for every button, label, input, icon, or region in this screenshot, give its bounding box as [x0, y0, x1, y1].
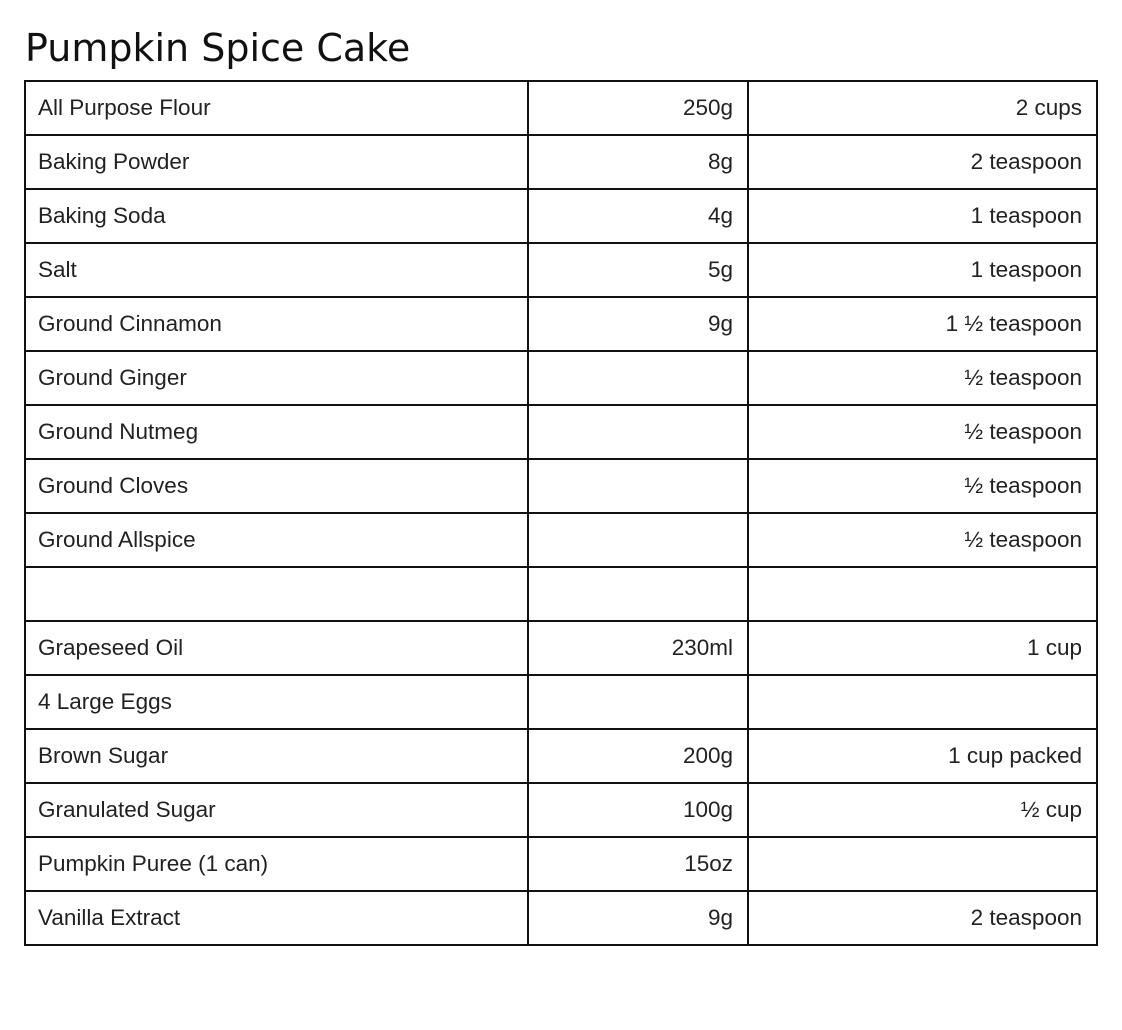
ingredient-volume-cell: ½ teaspoon: [748, 513, 1097, 567]
ingredient-name-cell: Ground Nutmeg: [25, 405, 528, 459]
table-row: [25, 783, 1097, 837]
table-row: [25, 81, 1097, 135]
table-row: [25, 351, 1097, 405]
ingredient-weight-cell: [528, 405, 748, 459]
ingredient-volume-cell: [748, 567, 1097, 621]
table-row: [25, 405, 1097, 459]
ingredient-name-cell: Salt: [25, 243, 528, 297]
ingredient-weight-cell: 9g: [528, 297, 748, 351]
ingredient-volume-cell: 1 teaspoon: [748, 243, 1097, 297]
ingredient-volume-cell: 2 cups: [748, 81, 1097, 135]
ingredients-table: [24, 80, 1098, 946]
ingredient-name-cell: 4 Large Eggs: [25, 675, 528, 729]
ingredient-volume-cell: 1 teaspoon: [748, 189, 1097, 243]
ingredient-volume-cell: 1 cup packed: [748, 729, 1097, 783]
ingredient-weight-cell: [528, 459, 748, 513]
ingredient-name-cell: Baking Powder: [25, 135, 528, 189]
ingredient-volume-cell: 2 teaspoon: [748, 135, 1097, 189]
ingredient-weight-cell: 250g: [528, 81, 748, 135]
page-title: Pumpkin Spice Cake: [25, 26, 411, 70]
ingredient-name-cell: Vanilla Extract: [25, 891, 528, 945]
ingredient-volume-cell: ½ teaspoon: [748, 405, 1097, 459]
table-row: [25, 891, 1097, 945]
ingredient-weight-cell: [528, 675, 748, 729]
ingredient-name-cell: Baking Soda: [25, 189, 528, 243]
ingredient-volume-cell: 1 ½ teaspoon: [748, 297, 1097, 351]
ingredient-weight-cell: 15oz: [528, 837, 748, 891]
ingredient-volume-cell: [748, 837, 1097, 891]
table-row: [25, 189, 1097, 243]
table-row-spacer: [25, 567, 1097, 621]
ingredient-volume-cell: 2 teaspoon: [748, 891, 1097, 945]
ingredient-weight-cell: [528, 513, 748, 567]
ingredient-weight-cell: 100g: [528, 783, 748, 837]
ingredient-volume-cell: ½ cup: [748, 783, 1097, 837]
ingredient-name-cell: Grapeseed Oil: [25, 621, 528, 675]
ingredient-name-cell: [25, 567, 528, 621]
ingredient-name-cell: Ground Cloves: [25, 459, 528, 513]
ingredient-volume-cell: ½ teaspoon: [748, 351, 1097, 405]
ingredients-table-body: [25, 81, 1097, 945]
ingredient-name-cell: Granulated Sugar: [25, 783, 528, 837]
ingredient-weight-cell: [528, 567, 748, 621]
ingredient-weight-cell: 8g: [528, 135, 748, 189]
ingredient-weight-cell: 4g: [528, 189, 748, 243]
table-row: [25, 459, 1097, 513]
table-row: [25, 513, 1097, 567]
ingredient-weight-cell: [528, 351, 748, 405]
ingredient-name-cell: Brown Sugar: [25, 729, 528, 783]
table-row: [25, 675, 1097, 729]
ingredient-name-cell: Ground Ginger: [25, 351, 528, 405]
table-row: [25, 621, 1097, 675]
ingredient-weight-cell: 9g: [528, 891, 748, 945]
table-row: [25, 729, 1097, 783]
ingredient-volume-cell: ½ teaspoon: [748, 459, 1097, 513]
ingredient-name-cell: Pumpkin Puree (1 can): [25, 837, 528, 891]
table-row: [25, 837, 1097, 891]
ingredient-volume-cell: 1 cup: [748, 621, 1097, 675]
table-row: [25, 297, 1097, 351]
ingredient-name-cell: Ground Cinnamon: [25, 297, 528, 351]
ingredient-name-cell: Ground Allspice: [25, 513, 528, 567]
ingredient-weight-cell: 200g: [528, 729, 748, 783]
ingredient-name-cell: All Purpose Flour: [25, 81, 528, 135]
table-row: [25, 135, 1097, 189]
ingredient-weight-cell: 5g: [528, 243, 748, 297]
table-row: [25, 243, 1097, 297]
ingredient-volume-cell: [748, 675, 1097, 729]
ingredient-weight-cell: 230ml: [528, 621, 748, 675]
